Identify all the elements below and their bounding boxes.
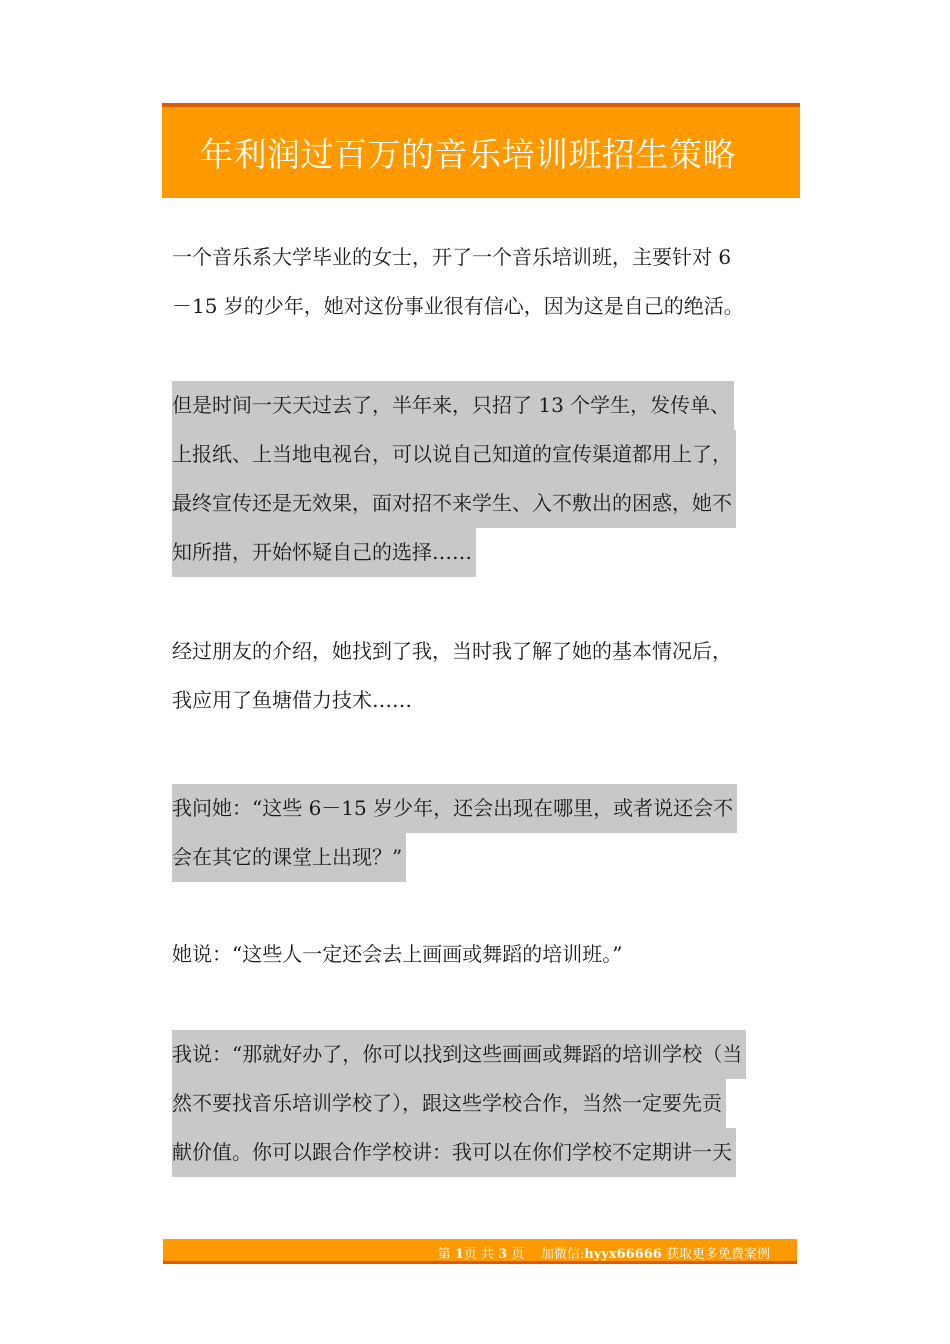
highlighted-text-line: 但是时间一天天过去了，半年来，只招了 13 个学生，发传单、 (172, 381, 734, 430)
document-title: 年利润过百万的音乐培训班招生策略 (200, 135, 736, 174)
highlighted-text-line: 会在其它的课堂上出现？” (172, 833, 406, 882)
paragraph-problem (172, 381, 792, 577)
page-label-mid: 页 共 (463, 1247, 495, 1262)
highlighted-text-line: 然不要找音乐培训学校了），跟这些学校合作，当然一定要先贡 (172, 1079, 726, 1128)
paragraph-intro (172, 233, 792, 331)
text-line: 她说：“这些人一定还会去上画画或舞蹈的培训班。” (172, 942, 623, 966)
promo-prefix: 加微信: (540, 1247, 585, 1262)
paragraph-advice (172, 1030, 792, 1177)
page-total: 3 (498, 1247, 508, 1262)
highlighted-text-line: 我说：“那就好办了，你可以找到这些画画或舞蹈的培训学校（当 (172, 1030, 746, 1079)
highlighted-text-line: 献价值。你可以跟合作学校讲：我可以在你们学校不定期讲一天 (172, 1128, 736, 1177)
text-line: 经过朋友的介绍，她找到了我，当时我了解了她的基本情况后， (172, 639, 732, 663)
promo-suffix: 获取更多免费案例 (665, 1247, 770, 1262)
page-label-prefix: 第 (437, 1247, 451, 1262)
footer-banner (163, 1239, 797, 1264)
page-label-suffix: 页 (511, 1247, 525, 1262)
highlighted-text-line: 知所措，开始怀疑自己的选择…… (172, 528, 476, 577)
page-current: 1 (454, 1247, 464, 1262)
paragraph-introduction (172, 627, 792, 725)
text-line: －15 岁的少年，她对这份事业很有信心，因为这是自己的绝活。 (172, 294, 744, 318)
promo-wechat-id: hyyx66666 (584, 1247, 662, 1262)
title-banner (162, 103, 800, 198)
highlighted-text-line: 最终宣传还是无效果，面对招不来学生、入不敷出的困惑，她不 (172, 479, 736, 528)
footer-text (438, 1243, 770, 1262)
text-line: 我应用了鱼塘借力技术…… (172, 688, 412, 712)
paragraph-question (172, 784, 792, 882)
highlighted-text-line: 我问她：“这些 6－15 岁少年，还会出现在哪里，或者说还会不 (172, 784, 737, 833)
paragraph-answer (172, 930, 792, 979)
highlighted-text-line: 上报纸、上当地电视台，可以说自己知道的宣传渠道都用上了， (172, 430, 736, 479)
text-line: 一个音乐系大学毕业的女士，开了一个音乐培训班，主要针对 6 (172, 245, 732, 269)
